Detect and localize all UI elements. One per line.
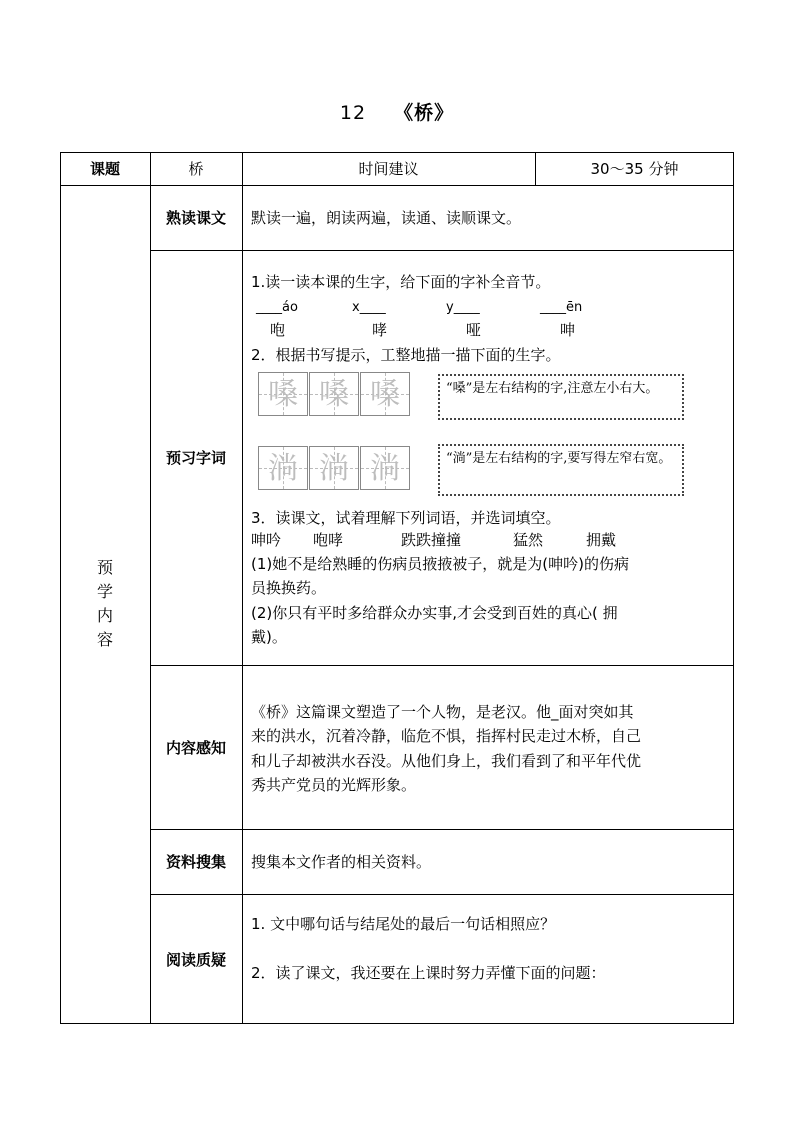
tracing-box[interactable] — [309, 446, 359, 490]
char-4: 呻 — [560, 321, 576, 339]
preview-label: 预习字词 — [165, 449, 226, 467]
question-q2: 2．读了课文，我还要在上课时努力弄懂下面的问题： — [251, 964, 606, 982]
tracing-box[interactable] — [309, 372, 359, 416]
preview-q3: 3．读课文，试着理解下列词语，并选词填空。 — [251, 509, 561, 527]
side-label — [60, 185, 150, 1023]
header-subject-value: 桥 — [188, 160, 204, 178]
sentence-2-line-2: 戴)。 — [251, 628, 287, 646]
writing-hint-1: “嗓”是左右结构的字,注意左小右大。 — [438, 374, 684, 420]
question-label: 阅读质疑 — [165, 950, 226, 969]
lesson-name: 《桥》 — [394, 102, 455, 124]
sentence-1-line-1: (1)她不是给熟睡的伤病员掖掖被子，就是为(呻吟)的伤病 — [251, 555, 629, 573]
preview-q1: 1.读一读本课的生字，给下面的字补全音节。 — [251, 273, 551, 291]
trace-char: 嗓 — [319, 377, 349, 412]
pinyin-blank-4[interactable]: ____ēn — [540, 300, 583, 315]
word-1: 呻吟 — [251, 531, 282, 549]
char-3: 哑 — [466, 321, 482, 339]
page-title — [0, 98, 794, 125]
sentence-2-line-1: (2)你只有平时多给群众办实事,才会受到百姓的真心( 拥 — [251, 604, 618, 622]
tracing-box[interactable] — [360, 372, 410, 416]
header-subject-label: 课题 — [89, 160, 120, 178]
tracing-box[interactable] — [258, 446, 308, 490]
trace-char: 嗓 — [370, 377, 400, 412]
tracing-box[interactable] — [360, 446, 410, 490]
tracing-box[interactable] — [258, 372, 308, 416]
header-time-value: 30～35 分钟 — [590, 160, 679, 178]
word-5: 拥戴 — [586, 531, 617, 549]
pinyin-blank-1[interactable]: ____áo — [256, 300, 298, 315]
question-q1: 1. 文中哪句话与结尾处的最后一句话相照应？ — [251, 915, 556, 933]
collect-content: 搜集本文作者的相关资料。 — [251, 853, 432, 871]
feel-line-1: 《桥》这篇课文塑造了一个人物，是老汉。他_面对突如其 — [251, 703, 634, 721]
feel-label: 内容感知 — [165, 738, 226, 757]
trace-char: 嗓 — [268, 377, 298, 412]
header-time-label: 时间建议 — [358, 160, 419, 178]
read-label: 熟读课文 — [165, 209, 226, 227]
pinyin-blank-2[interactable]: x____ — [352, 300, 386, 315]
trace-char: 淌 — [268, 451, 298, 486]
char-2: 哮 — [372, 321, 388, 339]
feel-line-3: 和儿子却被洪水吞没。从他们身上，我们看到了和平年代优 — [251, 752, 642, 770]
char-1: 咆 — [270, 321, 286, 339]
read-content: 默读一遍，朗读两遍，读通、读顺课文。 — [251, 209, 522, 227]
writing-hint-2: “淌”是左右结构的字,要写得左窄右宽。 — [438, 444, 684, 496]
word-3: 跌跌撞撞 — [401, 531, 462, 549]
feel-line-4: 秀共产党员的光辉形象。 — [251, 776, 417, 794]
trace-char: 淌 — [319, 451, 349, 486]
word-4: 猛然 — [513, 531, 544, 549]
sentence-1-line-2: 员换换药。 — [251, 579, 327, 597]
feel-line-2: 来的洪水，沉着冷静，临危不惧，指挥村民走过木桥，自己 — [251, 727, 642, 745]
word-2: 咆哮 — [313, 531, 344, 549]
side-label-text: 预学内容 — [97, 558, 114, 649]
lesson-number: 12 — [339, 102, 367, 124]
collect-label: 资料搜集 — [165, 853, 226, 871]
trace-char: 淌 — [370, 451, 400, 486]
preview-q2: 2．根据书写提示，工整地描一描下面的生字。 — [251, 346, 561, 364]
pinyin-blank-3[interactable]: y____ — [446, 300, 480, 315]
col-divider — [242, 152, 243, 1024]
